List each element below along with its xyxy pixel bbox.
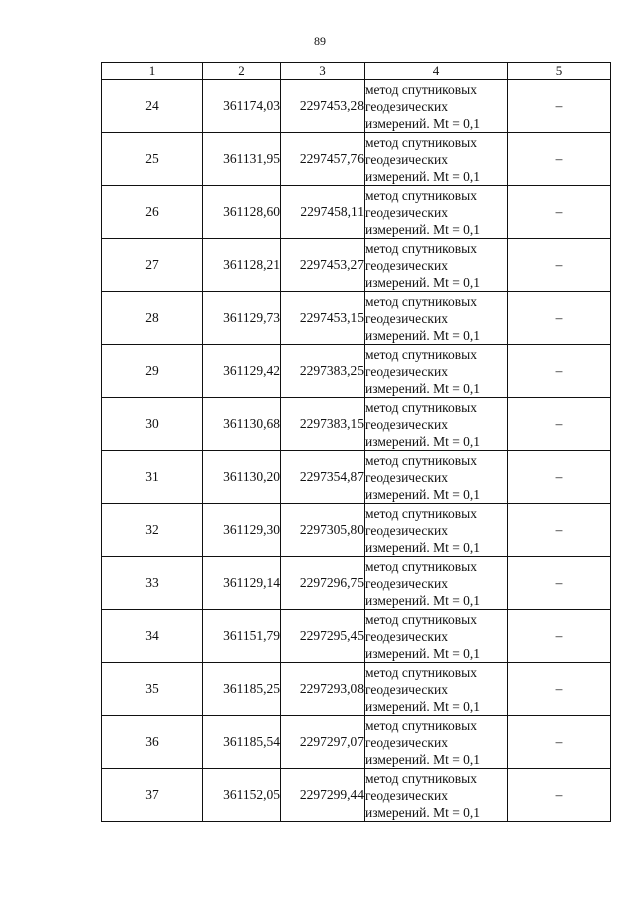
method-line-1: метод спутниковых	[365, 293, 477, 309]
coordinate-y: 2297293,08	[281, 663, 365, 716]
note-cell: –	[508, 292, 611, 345]
method-line-2: геодезических	[365, 363, 448, 379]
method-cell	[365, 451, 508, 504]
point-number: 29	[102, 345, 203, 398]
method-cell	[365, 239, 508, 292]
point-number: 31	[102, 451, 203, 504]
coordinate-x: 361174,03	[203, 80, 281, 133]
table-row	[102, 239, 611, 292]
table-header	[102, 63, 611, 80]
coordinate-y: 2297457,76	[281, 133, 365, 186]
method-line-3: измерений. Mt = 0,1	[365, 274, 481, 290]
note-cell: –	[508, 557, 611, 610]
table-body	[102, 80, 611, 822]
page-number: 89	[314, 34, 326, 48]
method-cell	[365, 504, 508, 557]
method-line-2: геодезических	[365, 416, 448, 432]
method-line-3: измерений. Mt = 0,1	[365, 486, 481, 502]
coordinate-x: 361129,73	[203, 292, 281, 345]
table-row	[102, 610, 611, 663]
method-line-2: геодезических	[365, 310, 448, 326]
coordinate-y: 2297453,27	[281, 239, 365, 292]
method-line-3: измерений. Mt = 0,1	[365, 751, 481, 767]
method-line-1: метод спутниковых	[365, 505, 477, 521]
method-line-3: измерений. Mt = 0,1	[365, 433, 481, 449]
note-cell: –	[508, 663, 611, 716]
header-col-1: 1	[102, 63, 203, 80]
method-line-3: измерений. Mt = 0,1	[365, 539, 481, 555]
coordinate-y: 2297295,45	[281, 610, 365, 663]
method-line-1: метод спутниковых	[365, 187, 477, 203]
method-line-1: метод спутниковых	[365, 558, 477, 574]
point-number: 30	[102, 398, 203, 451]
coordinate-y: 2297354,87	[281, 451, 365, 504]
coordinate-x: 361129,42	[203, 345, 281, 398]
point-number: 34	[102, 610, 203, 663]
coordinate-x: 361128,21	[203, 239, 281, 292]
point-number: 33	[102, 557, 203, 610]
coordinate-y: 2297458,11	[281, 186, 365, 239]
note-cell: –	[508, 610, 611, 663]
method-cell	[365, 398, 508, 451]
note-cell: –	[508, 716, 611, 769]
method-cell	[365, 769, 508, 822]
method-line-2: геодезических	[365, 787, 448, 803]
method-line-1: метод спутниковых	[365, 81, 477, 97]
coordinate-x: 361131,95	[203, 133, 281, 186]
method-cell	[365, 292, 508, 345]
coordinate-x: 361130,68	[203, 398, 281, 451]
method-line-1: метод спутниковых	[365, 452, 477, 468]
table-row	[102, 504, 611, 557]
method-cell	[365, 186, 508, 239]
method-line-2: геодезических	[365, 575, 448, 591]
coordinate-y: 2297453,15	[281, 292, 365, 345]
table-row	[102, 716, 611, 769]
table-row	[102, 292, 611, 345]
coordinates-table	[101, 62, 611, 822]
method-line-3: измерений. Mt = 0,1	[365, 168, 481, 184]
note-cell: –	[508, 504, 611, 557]
method-cell	[365, 80, 508, 133]
point-number: 32	[102, 504, 203, 557]
note-cell: –	[508, 398, 611, 451]
method-line-1: метод спутниковых	[365, 346, 477, 362]
note-cell: –	[508, 133, 611, 186]
header-col-3: 3	[281, 63, 365, 80]
coordinate-x: 361130,20	[203, 451, 281, 504]
table-row	[102, 557, 611, 610]
method-line-1: метод спутниковых	[365, 134, 477, 150]
header-col-5: 5	[508, 63, 611, 80]
coordinate-x: 361151,79	[203, 610, 281, 663]
coordinate-x: 361128,60	[203, 186, 281, 239]
method-line-3: измерений. Mt = 0,1	[365, 698, 481, 714]
method-line-3: измерений. Mt = 0,1	[365, 380, 481, 396]
method-line-2: геодезических	[365, 204, 448, 220]
method-cell	[365, 610, 508, 663]
method-line-3: измерений. Mt = 0,1	[365, 592, 481, 608]
coordinate-y: 2297453,28	[281, 80, 365, 133]
method-line-3: измерений. Mt = 0,1	[365, 804, 481, 820]
note-cell: –	[508, 239, 611, 292]
coordinate-y: 2297296,75	[281, 557, 365, 610]
method-line-2: геодезических	[365, 469, 448, 485]
point-number: 25	[102, 133, 203, 186]
note-cell: –	[508, 345, 611, 398]
note-cell: –	[508, 80, 611, 133]
note-cell: –	[508, 451, 611, 504]
coordinate-x: 361152,05	[203, 769, 281, 822]
table-row	[102, 398, 611, 451]
coordinate-y: 2297383,25	[281, 345, 365, 398]
coordinate-x: 361185,25	[203, 663, 281, 716]
coordinate-x: 361129,30	[203, 504, 281, 557]
header-col-2: 2	[203, 63, 281, 80]
coordinate-y: 2297299,44	[281, 769, 365, 822]
table-row	[102, 345, 611, 398]
point-number: 28	[102, 292, 203, 345]
method-line-3: измерений. Mt = 0,1	[365, 645, 481, 661]
method-line-2: геодезических	[365, 628, 448, 644]
table-row	[102, 451, 611, 504]
method-cell	[365, 557, 508, 610]
method-line-2: геодезических	[365, 257, 448, 273]
method-line-1: метод спутниковых	[365, 240, 477, 256]
method-cell	[365, 133, 508, 186]
point-number: 36	[102, 716, 203, 769]
header-col-4: 4	[365, 63, 508, 80]
method-line-2: геодезических	[365, 98, 448, 114]
point-number: 27	[102, 239, 203, 292]
method-line-2: геодезических	[365, 734, 448, 750]
coordinate-x: 361185,54	[203, 716, 281, 769]
method-line-1: метод спутниковых	[365, 611, 477, 627]
method-line-1: метод спутниковых	[365, 664, 477, 680]
table-row	[102, 133, 611, 186]
table-row	[102, 663, 611, 716]
method-line-1: метод спутниковых	[365, 399, 477, 415]
method-cell	[365, 345, 508, 398]
method-line-2: геодезических	[365, 151, 448, 167]
method-line-1: метод спутниковых	[365, 717, 477, 733]
method-line-2: геодезических	[365, 681, 448, 697]
method-cell	[365, 716, 508, 769]
note-cell: –	[508, 769, 611, 822]
method-line-1: метод спутниковых	[365, 770, 477, 786]
header-row	[102, 63, 611, 80]
table-row	[102, 186, 611, 239]
point-number: 26	[102, 186, 203, 239]
coordinate-x: 361129,14	[203, 557, 281, 610]
method-line-3: измерений. Mt = 0,1	[365, 327, 481, 343]
table-row	[102, 769, 611, 822]
table-row	[102, 80, 611, 133]
point-number: 35	[102, 663, 203, 716]
method-line-3: измерений. Mt = 0,1	[365, 221, 481, 237]
point-number: 37	[102, 769, 203, 822]
coordinate-y: 2297297,07	[281, 716, 365, 769]
coordinate-y: 2297305,80	[281, 504, 365, 557]
note-cell: –	[508, 186, 611, 239]
point-number: 24	[102, 80, 203, 133]
coordinate-y: 2297383,15	[281, 398, 365, 451]
method-line-3: измерений. Mt = 0,1	[365, 115, 481, 131]
method-line-2: геодезических	[365, 522, 448, 538]
method-cell	[365, 663, 508, 716]
